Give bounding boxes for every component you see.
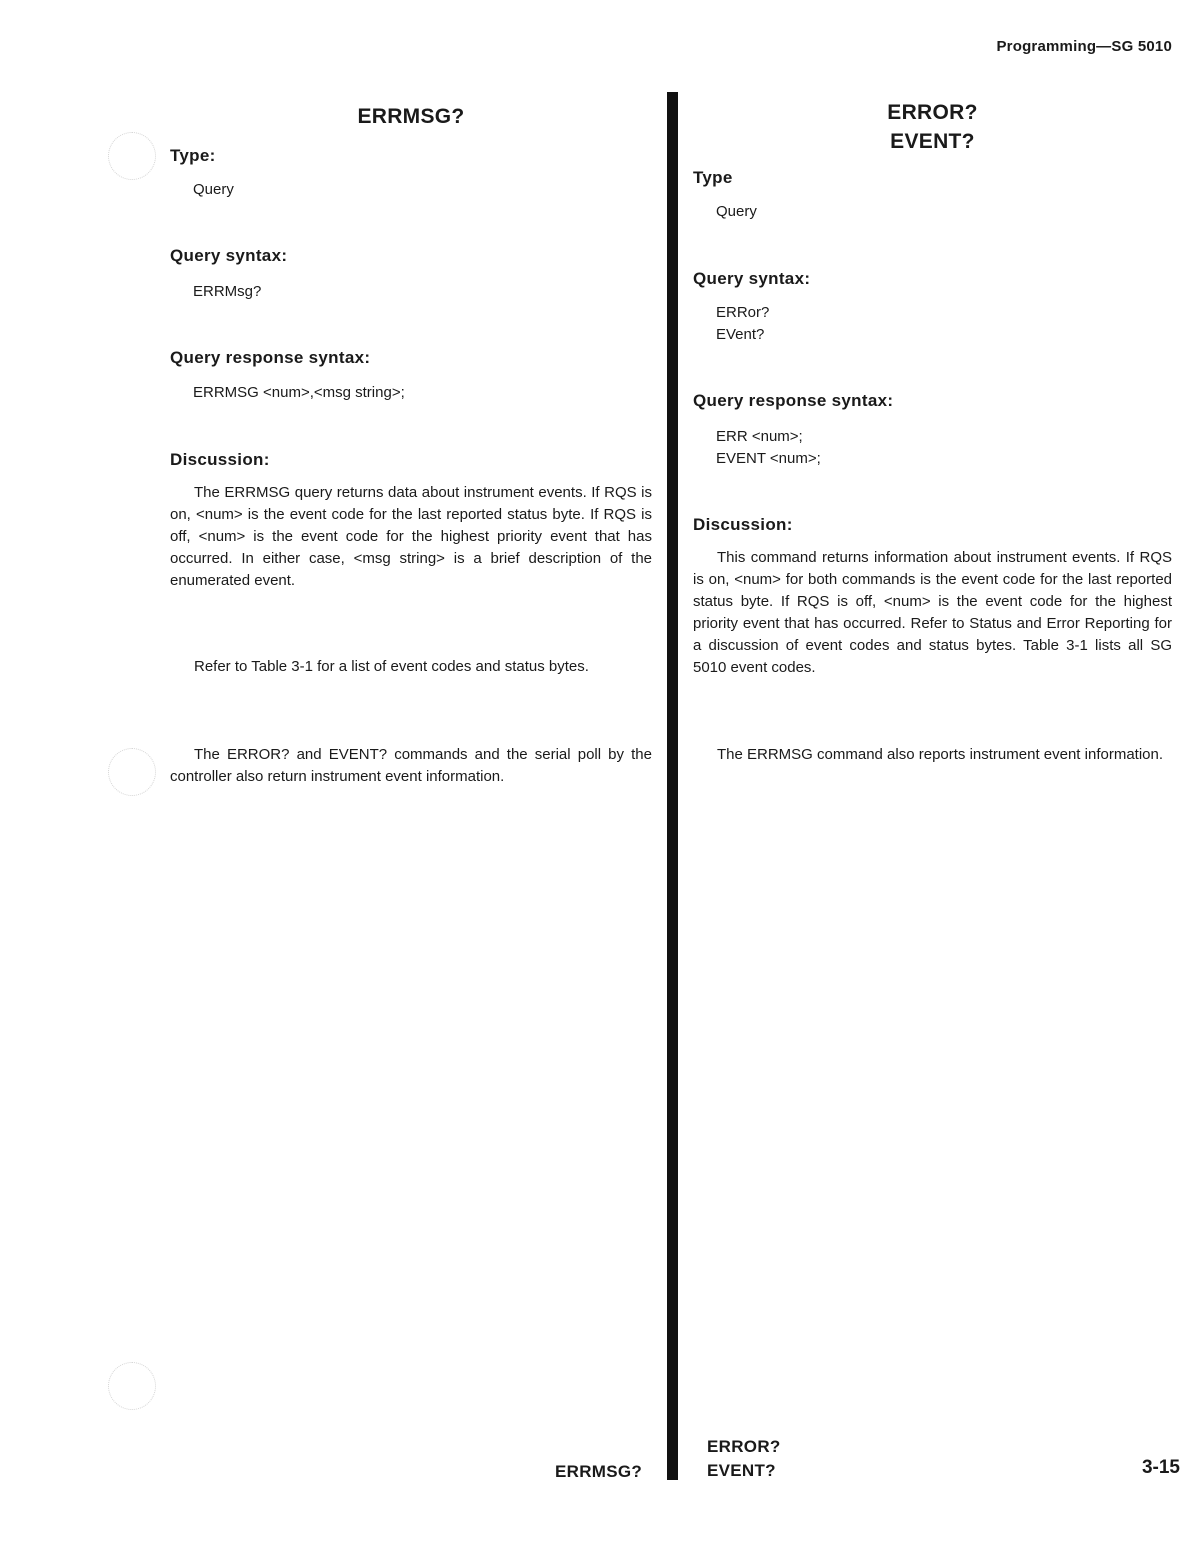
query-syntax-heading: Query syntax: — [693, 269, 811, 288]
query-response-value: ERRMSG <num>,<msg string>; — [193, 384, 405, 401]
query-response-heading: Query response syntax: — [170, 348, 371, 367]
footer-command-errmsg: ERRMSG? — [555, 1462, 643, 1481]
discussion-paragraph: The ERRMSG command also reports instrument event information. — [717, 746, 1164, 763]
discussion-paragraph: This command returns information about instrument events. If RQS is on, <num> for both commands is the event code for the last reported status byte. If RQS is off, <num> is the event code for the highest priority event that has occurred. Refer to Status and Error Reporting for a discussion of event codes and status bytes. Table 3-1 lists all SG 5010 event codes. — [693, 549, 1172, 676]
query-syntax-value: EVent? — [716, 326, 765, 343]
discussion-heading: Discussion: — [170, 450, 270, 469]
page-number: 3-15 — [1141, 1457, 1180, 1478]
type-heading: Type: — [170, 146, 216, 165]
query-syntax-heading: Query syntax: — [170, 246, 288, 265]
command-title-errmsg: ERRMSG? — [357, 105, 465, 128]
query-response-value: EVENT <num>; — [716, 450, 821, 467]
discussion-paragraph: The ERRMSG query returns data about instrument events. If RQS is on, <num> is the event code for the last reported status byte. If RQS is off, <num> is the event code for the highest priority event that has occurred. In either case, <msg string> is a brief description of the enumerated event. — [170, 484, 652, 589]
command-title-error: ERROR? — [887, 101, 978, 124]
running-header: Programming—SG 5010 — [996, 38, 1172, 55]
query-syntax-value: ERRMsg? — [193, 283, 262, 300]
punch-hole-middle — [108, 748, 156, 796]
punch-hole-bottom — [108, 1362, 156, 1410]
command-title-event: EVENT? — [890, 130, 975, 153]
discussion-heading: Discussion: — [693, 515, 793, 534]
query-syntax-value: ERRor? — [716, 304, 770, 321]
query-response-value: ERR <num>; — [716, 428, 803, 445]
punch-hole-top — [108, 132, 156, 180]
type-heading: Type — [693, 168, 733, 187]
column-divider — [667, 92, 678, 1480]
type-value: Query — [193, 181, 234, 198]
footer-command-event: EVENT? — [707, 1461, 776, 1480]
type-value: Query — [716, 203, 757, 220]
query-response-heading: Query response syntax: — [693, 391, 894, 410]
discussion-paragraph: The ERROR? and EVENT? commands and the serial poll by the controller also return instrument event information. — [170, 746, 652, 785]
footer-command-error: ERROR? — [707, 1437, 781, 1456]
discussion-paragraph: Refer to Table 3-1 for a list of event codes and status bytes. — [194, 658, 589, 675]
